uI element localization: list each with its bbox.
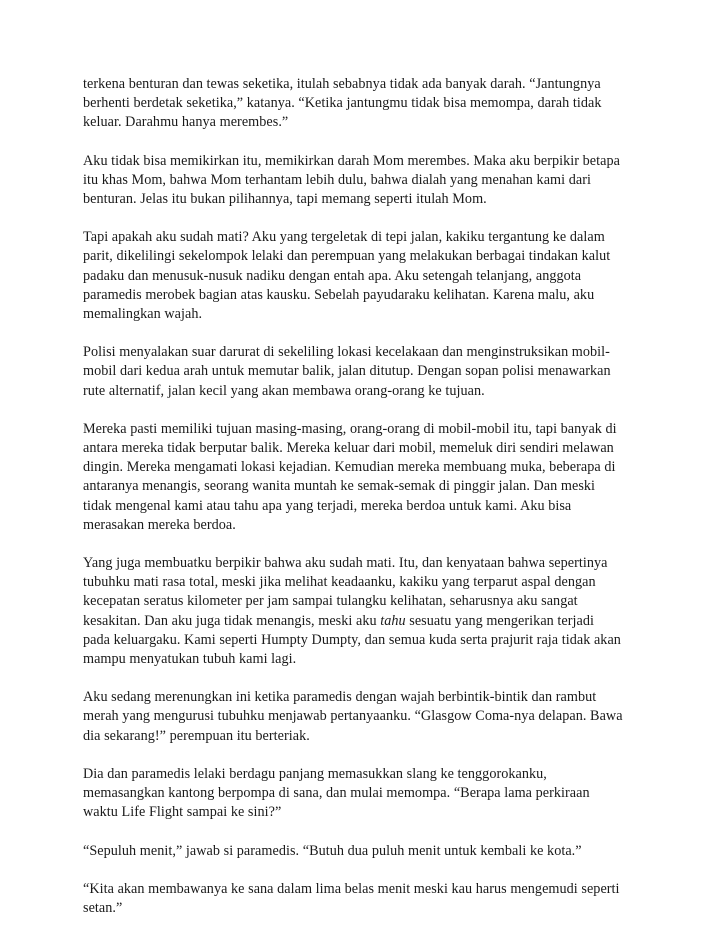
paragraph-6 — [83, 554, 623, 669]
paragraph-9: “Sepuluh menit,” jawab si paramedis. “Butuh dua puluh menit untuk kembali ke kota.” — [83, 842, 582, 859]
paragraph-6-italic: tahu — [380, 612, 406, 629]
paragraph-2: Aku tidak bisa memikirkan itu, memikirkan darah Mom merembes. Maka aku berpikir betapa itu khas Mom, bahwa Mom terhantam lebih dulu, bahwa dialah yang menahan kami dari benturan. Jelas itu bukan pilihannya, tapi memang seperti itulah Mom. — [83, 152, 620, 208]
paragraph-8: Dia dan paramedis lelaki berdagu panjang memasukkan slang ke tenggorokanku, memasangkan kantong berpompa di sana, dan mulai memompa. “Berapa lama perkiraan waktu Life Flight sampai ke sini?” — [83, 765, 590, 821]
paragraph-6-text-before: Yang juga membuatku berpikir bahwa aku sudah mati. Itu, dan kenyataan bahwa sepertinya tubuhku mati rasa total, meski jika melihat keadaanku, kakiku yang terparut aspal dengan kecepatan seratus kilometer per jam sampai tulangku kelihatan, seharusnya aku sangat kesakitan. Dan aku juga tidak menangis, meski aku — [83, 555, 608, 629]
document-page — [83, 75, 623, 937]
paragraph-1: terkena benturan dan tewas seketika, itulah sebabnya tidak ada banyak darah. “Jantungnya berhenti berdetak seketika,” katanya. “Ketika jantungmu tidak bisa memompa, darah tidak keluar. Darahmu hanya merembes.” — [83, 76, 602, 131]
paragraph-7: Aku sedang merenungkan ini ketika paramedis dengan wajah berbintik-bintik dan rambut merah yang mengurusi tubuhku menjawab pertanyaanku. “Glasgow Coma-nya delapan. Bawa dia sekarang!” perempuan itu berteriak. — [83, 689, 623, 744]
paragraph-5: Mereka pasti memiliki tujuan masing-masing, orang-orang di mobil-mobil itu, tapi banyak di antara mereka tidak berputar balik. Mereka keluar dari mobil, memeluk diri sendiri melawan dingin. Mereka mengamati lokasi kejadian. Kemudian mereka membuang muka, beberapa di antaranya menangis, seorang wanita muntah ke semak-semak di pinggir jalan. Dan meski tidak mengenal kami atau tahu apa yang terjadi, mereka berdoa untuk kami. Aku bisa merasakan mereka berdoa. — [83, 420, 617, 533]
paragraph-4: Polisi menyalakan suar darurat di sekeliling lokasi kecelakaan dan menginstruksikan mobil-mobil dari kedua arah untuk memutar balik, jalan ditutup. Dengan sopan polisi menawarkan rute alternatif, jalan kecil yang akan membawa orang-orang ke tujuan. — [83, 344, 611, 399]
paragraph-3: Tapi apakah aku sudah mati? Aku yang tergeletak di tepi jalan, kakiku tergantung ke dalam parit, dikelilingi sekelompok lelaki dan perempuan yang melakukan berbagai tindakan kalut padaku dan menusuk-nusuk nadiku dengan entah apa. Aku setengah telanjang, anggota paramedis merobek bagian atas kausku. Sebelah payudaraku kelihatan. Karena malu, aku memalingkan wajah. — [83, 229, 611, 323]
paragraph-10: “Kita akan membawanya ke sana dalam lima belas menit meski kau harus mengemudi seperti setan.” — [83, 880, 620, 916]
paragraph-6-text-after: sesuatu yang mengerikan terjadi pada keluargaku. Kami seperti Humpty Dumpty, dan semua kuda serta prajurit raja tidak akan mampu menyatukan tubuh kami lagi. — [83, 612, 621, 668]
